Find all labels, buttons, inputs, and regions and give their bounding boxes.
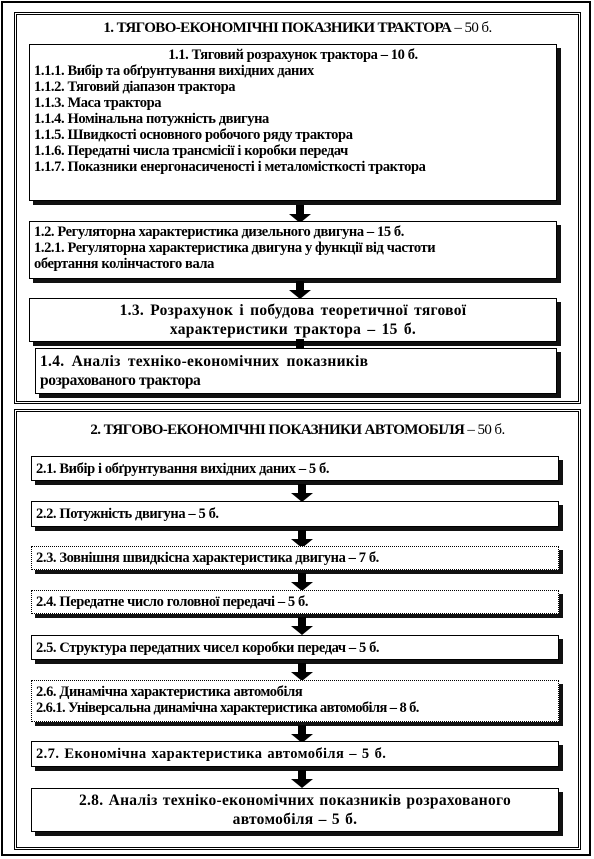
box-tractor-analysis-line: розрахованого трактора xyxy=(40,372,201,389)
box-car-2-3-line: 2.3. Зовнішня швидкісна характеристика двигуна – 7 б. xyxy=(36,550,379,566)
box-governor-characteristic-line: обертання колінчастого вала xyxy=(34,256,215,272)
arrow-down-icon xyxy=(291,770,313,788)
box-traction-calculation-items xyxy=(30,63,556,175)
list-item: 1.1.6. Передатні числа трансмісії і коробки передач xyxy=(34,143,348,159)
box-car-2-6-line: 2.6. Динамічна характеристика автомобіля xyxy=(36,684,303,700)
box-car-2-4 xyxy=(31,590,559,614)
box-car-2-2-line: 2.2. Потужність двигуна – 5 б. xyxy=(36,506,219,522)
box-traction-calculation xyxy=(29,44,557,201)
list-item: 1.1.7. Показники енергонасиченості і металомісткості трактора xyxy=(34,159,426,175)
section-tractor-points: – 50 б. xyxy=(451,20,492,36)
box-traction-curve xyxy=(29,298,557,342)
box-car-2-8-line: автомобіля – 5 б. xyxy=(232,811,358,828)
section-automobile xyxy=(14,409,581,850)
arrow-down-icon xyxy=(291,573,313,591)
box-traction-curve-line: 1.3. Розрахунок і побудова теоретичної тягової xyxy=(119,302,467,319)
box-tractor-analysis-line: 1.4. Аналіз техніко-економічних показників xyxy=(40,353,369,370)
arrow-down-icon xyxy=(291,663,313,681)
box-car-2-7-line: 2.7. Економічна характеристика автомобіля – 5 б. xyxy=(36,746,387,762)
arrow-down-icon xyxy=(289,281,311,299)
box-car-2-3 xyxy=(31,546,559,570)
section-automobile-title xyxy=(17,422,578,439)
box-car-2-8-line: 2.8. Аналіз техніко-економічних показників розрахованого xyxy=(78,792,512,809)
box-car-2-1-line: 2.1. Вибір і обґрунтування вихідних даних – 5 б. xyxy=(36,461,330,477)
box-tractor-analysis xyxy=(35,348,557,394)
list-item: 1.1.5. Швидкості основного робочого ряду трактора xyxy=(34,127,353,143)
list-item: 1.1.2. Тяговий діапазон трактора xyxy=(34,79,236,95)
box-governor-characteristic-line: 1.2. Регуляторна характеристика дизельного двигуна – 15 б. xyxy=(34,224,404,240)
box-car-2-8 xyxy=(31,788,559,832)
box-car-2-1 xyxy=(31,456,559,481)
box-car-2-7 xyxy=(31,741,559,767)
box-car-2-5 xyxy=(31,635,559,660)
box-car-2-6 xyxy=(31,680,559,722)
section-tractor-title-text: 1. ТЯГОВО-ЕКОНОМІЧНІ ПОКАЗНИКИ ТРАКТОРА xyxy=(103,20,452,36)
box-governor-characteristic xyxy=(29,221,557,279)
arrow-down-icon xyxy=(291,484,313,502)
box-governor-characteristic-line: 1.2.1. Регуляторна характеристика двигуна у функції від частоти xyxy=(34,240,436,256)
list-item: 1.1.4. Номінальна потужність двигуна xyxy=(34,111,269,127)
list-item: 1.1.3. Маса трактора xyxy=(34,95,162,111)
box-car-2-6-line: 2.6.1. Універсальна динамічна характеристика автомобіля – 8 б. xyxy=(36,700,419,716)
box-car-2-2 xyxy=(31,501,559,527)
box-car-2-5-line: 2.5. Структура передатних чисел коробки передач – 5 б. xyxy=(36,640,380,656)
box-traction-calculation-heading: 1.1. Тяговий розрахунок трактора – 10 б. xyxy=(168,47,418,63)
section-tractor xyxy=(14,12,581,404)
arrow-down-icon xyxy=(291,617,313,635)
box-car-2-4-line: 2.4. Передатне число головної передачі – 5 б. xyxy=(36,594,309,610)
section-tractor-title xyxy=(17,20,578,37)
section-automobile-points: – 50 б. xyxy=(464,422,505,438)
section-automobile-title-text: 2. ТЯГОВО-ЕКОНОМІЧНІ ПОКАЗНИКИ АВТОМОБІЛЯ xyxy=(90,422,465,438)
box-traction-curve-line: характеристики трактора – 15 б. xyxy=(169,321,417,338)
list-item: 1.1.1. Вибір та обґрунтування вихідних даних xyxy=(34,63,314,79)
